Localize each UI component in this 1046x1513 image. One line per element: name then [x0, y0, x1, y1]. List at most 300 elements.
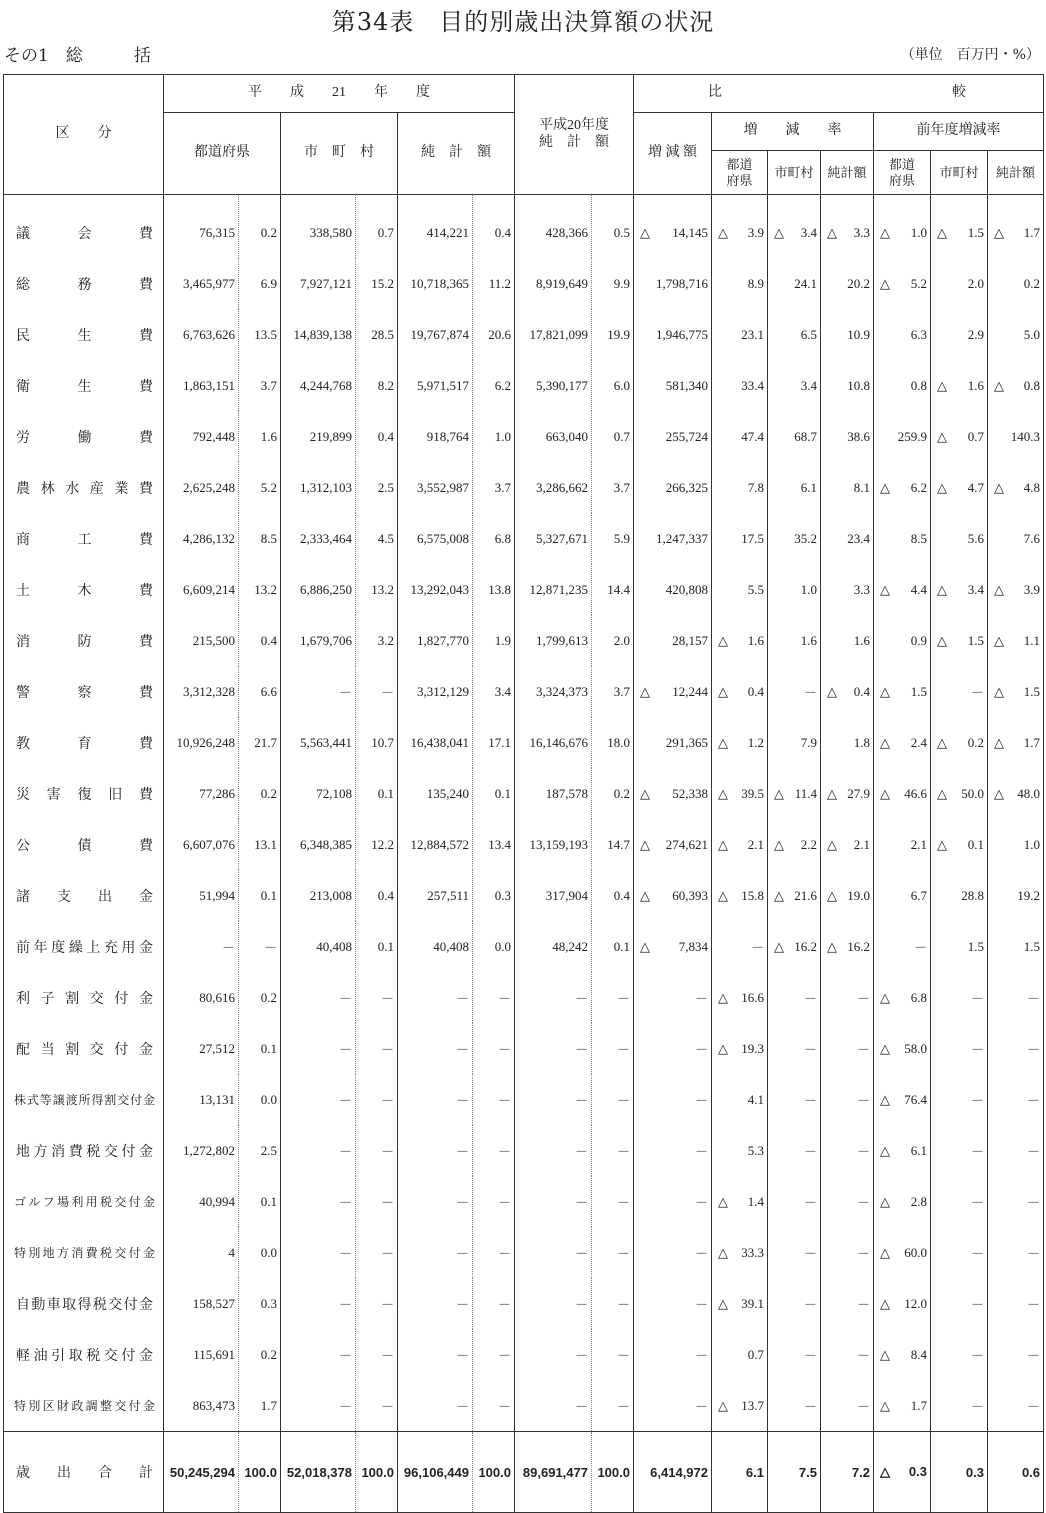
- cell-p-muni: [931, 870, 988, 921]
- cell-pref: [164, 1380, 239, 1432]
- cell-r-muni: [768, 1176, 821, 1227]
- cell-muni: [281, 819, 356, 870]
- cell-value: 6.1: [800, 479, 817, 495]
- table-row: [4, 513, 1044, 564]
- cell-r-net: [821, 411, 874, 462]
- row-label: 特別区財政調整交付金: [4, 1380, 164, 1432]
- cell-h20-pct: [592, 1176, 634, 1227]
- cell-muni-pct: [356, 1023, 398, 1074]
- cell-value: －: [380, 1093, 394, 1108]
- cell-pref-pct: [239, 1278, 281, 1329]
- negative-mark: △: [937, 785, 947, 801]
- cell-value: 414,221: [426, 224, 469, 240]
- cell-pref: [164, 1074, 239, 1125]
- cell-muni: [281, 1125, 356, 1176]
- cell-muni-pct: [356, 564, 398, 615]
- cell-value: 15.2: [371, 275, 394, 291]
- total-row: [4, 1432, 1044, 1513]
- cell-p-muni: [931, 1074, 988, 1125]
- cell-p-net: [988, 1432, 1044, 1513]
- cell-value: 2.4: [910, 734, 927, 750]
- negative-mark: △: [640, 683, 650, 699]
- cell-r-net: [821, 1125, 874, 1176]
- negative-mark: △: [718, 887, 728, 903]
- cell-p-net: [988, 666, 1044, 717]
- cell-value: 24.1: [794, 275, 817, 291]
- cell-diff: [634, 1432, 712, 1513]
- cell-value: 1.9: [494, 632, 511, 648]
- cell-value: 2.8: [910, 1193, 927, 1209]
- cell-net: [398, 195, 473, 259]
- cell-r-net: [821, 768, 874, 819]
- cell-diff: [634, 615, 712, 666]
- cell-r-muni: [768, 411, 821, 462]
- cell-value: －: [970, 1297, 984, 1312]
- cell-p-net: [988, 717, 1044, 768]
- cell-diff: [634, 921, 712, 972]
- cell-pref-pct: [239, 513, 281, 564]
- negative-mark: △: [774, 224, 784, 240]
- cell-p-muni: [931, 1176, 988, 1227]
- cell-net-pct: [473, 1176, 515, 1227]
- cell-pref-pct: [239, 1380, 281, 1432]
- cell-value: 28,157: [672, 632, 708, 648]
- cell-p-pref: [874, 615, 931, 666]
- cell-pref: [164, 360, 239, 411]
- cell-value: －: [856, 1093, 870, 1108]
- cell-muni: [281, 1432, 356, 1513]
- cell-h20-pct: [592, 513, 634, 564]
- cell-value: 46.6: [904, 785, 927, 801]
- cell-value: 12.0: [904, 1295, 927, 1311]
- cell-value: 23.1: [741, 326, 764, 342]
- cell-muni-pct: [356, 309, 398, 360]
- cell-value: －: [338, 991, 352, 1006]
- negative-mark: △: [827, 683, 837, 699]
- cell-p-muni: [931, 195, 988, 259]
- sub-pref-prev: 都道 府県: [874, 151, 931, 195]
- cell-value: 14,839,138: [293, 326, 352, 342]
- cell-p-pref: [874, 309, 931, 360]
- cell-value: 5.2: [910, 275, 927, 291]
- cell-muni-pct: [356, 921, 398, 972]
- cell-value: 51,994: [199, 887, 235, 903]
- cell-value: －: [1027, 1246, 1041, 1261]
- cell-h20: [515, 1125, 592, 1176]
- table-row: [4, 768, 1044, 819]
- cell-value: 6,414,972: [650, 1464, 708, 1480]
- cell-value: 8.4: [910, 1346, 927, 1362]
- row-label: 前年度繰上充用金: [4, 921, 164, 972]
- cell-pref: [164, 870, 239, 921]
- cell-value: 6.6: [260, 683, 277, 699]
- cell-value: 0.1: [260, 1040, 277, 1056]
- cell-net-pct: [473, 1125, 515, 1176]
- table-row: [4, 1176, 1044, 1227]
- cell-value: 0.2: [260, 1346, 277, 1362]
- cell-value: 3.3: [853, 224, 870, 240]
- cell-value: 0.4: [377, 428, 394, 444]
- cell-value: 338,580: [309, 224, 352, 240]
- cell-value: 14,145: [672, 224, 708, 240]
- cell-value: 1,247,337: [656, 530, 708, 546]
- negative-mark: △: [640, 836, 650, 852]
- header-compare: 比 較: [634, 75, 1044, 113]
- cell-value: 3,465,977: [183, 275, 235, 291]
- cell-p-pref: [874, 513, 931, 564]
- cell-value: 21.7: [254, 734, 277, 750]
- cell-value: 863,473: [192, 1397, 235, 1413]
- cell-value: －: [497, 1144, 511, 1159]
- table-row: [4, 309, 1044, 360]
- cell-muni: [281, 411, 356, 462]
- cell-value: 17.5: [741, 530, 764, 546]
- cell-value: 12,871,235: [529, 581, 588, 597]
- cell-net: [398, 564, 473, 615]
- row-label: 災害復旧費: [4, 768, 164, 819]
- cell-h20-pct: [592, 1125, 634, 1176]
- cell-net: [398, 1125, 473, 1176]
- cell-value: 0.2: [260, 989, 277, 1005]
- cell-value: －: [455, 1399, 469, 1414]
- cell-value: －: [750, 940, 764, 955]
- cell-value: －: [694, 1399, 708, 1414]
- cell-diff: [634, 1023, 712, 1074]
- cell-value: 0.0: [260, 1244, 277, 1260]
- cell-value: 0.1: [260, 1193, 277, 1209]
- cell-value: 6,609,214: [183, 581, 235, 597]
- cell-pref: [164, 1176, 239, 1227]
- negative-mark: △: [880, 989, 890, 1005]
- cell-pref-pct: [239, 1074, 281, 1125]
- cell-value: 58.0: [904, 1040, 927, 1056]
- cell-value: 28.8: [961, 887, 984, 903]
- cell-value: －: [616, 1195, 630, 1210]
- row-label: 総 務 費: [4, 258, 164, 309]
- cell-value: 15.8: [741, 887, 764, 903]
- cell-net: [398, 972, 473, 1023]
- row-label: 諸 支 出 金: [4, 870, 164, 921]
- cell-value: 3.4: [800, 224, 817, 240]
- cell-r-pref: [712, 1380, 768, 1432]
- cell-value: 100.0: [597, 1464, 630, 1480]
- negative-mark: △: [994, 785, 1004, 801]
- cell-value: 48.0: [1017, 785, 1041, 801]
- cell-h20: [515, 513, 592, 564]
- cell-value: 0.9: [910, 632, 927, 648]
- cell-r-pref: [712, 819, 768, 870]
- negative-mark: △: [880, 1346, 890, 1362]
- cell-r-pref: [712, 768, 768, 819]
- cell-value: －: [970, 1093, 984, 1108]
- cell-value: 1.2: [747, 734, 764, 750]
- cell-net: [398, 819, 473, 870]
- cell-value: 3,552,987: [417, 479, 469, 495]
- cell-diff: [634, 1227, 712, 1278]
- cell-diff: [634, 1074, 712, 1125]
- cell-value: 0.0: [260, 1091, 277, 1107]
- negative-mark: △: [718, 989, 728, 1005]
- cell-net-pct: [473, 717, 515, 768]
- header-category: 区 分: [4, 75, 164, 195]
- cell-p-pref: [874, 1278, 931, 1329]
- cell-pref-pct: [239, 819, 281, 870]
- cell-p-muni: [931, 1278, 988, 1329]
- cell-value: －: [380, 1144, 394, 1159]
- header-h20: 平成20年度 純 計 額: [515, 75, 634, 195]
- cell-net-pct: [473, 615, 515, 666]
- cell-net: [398, 1227, 473, 1278]
- cell-value: －: [455, 1297, 469, 1312]
- cell-value: －: [856, 1297, 870, 1312]
- table-row: [4, 615, 1044, 666]
- cell-value: －: [616, 1042, 630, 1057]
- cell-pref-pct: [239, 768, 281, 819]
- cell-value: －: [338, 1093, 352, 1108]
- cell-r-muni: [768, 1329, 821, 1380]
- cell-pref: [164, 411, 239, 462]
- cell-pref-pct: [239, 870, 281, 921]
- cell-value: －: [497, 1399, 511, 1414]
- cell-net-pct: [473, 972, 515, 1023]
- cell-net-pct: [473, 768, 515, 819]
- cell-value: －: [497, 1246, 511, 1261]
- cell-p-net: [988, 1329, 1044, 1380]
- cell-value: －: [970, 1144, 984, 1159]
- cell-p-pref: [874, 1176, 931, 1227]
- cell-p-pref: [874, 411, 931, 462]
- negative-mark: △: [774, 887, 784, 903]
- row-label: 議 会 費: [4, 195, 164, 259]
- cell-h20-pct: [592, 564, 634, 615]
- cell-net-pct: [473, 1023, 515, 1074]
- cell-r-muni: [768, 1074, 821, 1125]
- cell-value: 11.2: [488, 275, 511, 291]
- cell-r-pref: [712, 1432, 768, 1513]
- cell-pref-pct: [239, 972, 281, 1023]
- cell-p-muni: [931, 513, 988, 564]
- cell-p-net: [988, 195, 1044, 259]
- cell-value: 6.7: [910, 887, 927, 903]
- cell-value: 60,393: [672, 887, 708, 903]
- cell-value: 1.6: [853, 632, 870, 648]
- cell-value: 7.5: [798, 1464, 817, 1480]
- cell-p-pref: [874, 1074, 931, 1125]
- cell-h20: [515, 195, 592, 259]
- cell-r-muni: [768, 615, 821, 666]
- negative-mark: △: [880, 734, 890, 750]
- cell-value: 28.5: [371, 326, 394, 342]
- cell-value: －: [970, 991, 984, 1006]
- cell-value: 140.3: [1010, 428, 1041, 444]
- cell-value: －: [338, 685, 352, 700]
- cell-pref: [164, 1227, 239, 1278]
- cell-value: －: [694, 1348, 708, 1363]
- cell-muni: [281, 1278, 356, 1329]
- cell-diff: [634, 1329, 712, 1380]
- cell-value: 1.0: [1023, 836, 1041, 852]
- row-label: 配当割交付金: [4, 1023, 164, 1074]
- negative-mark: △: [994, 632, 1004, 648]
- cell-p-net: [988, 360, 1044, 411]
- cell-muni: [281, 195, 356, 259]
- cell-p-muni: [931, 1432, 988, 1513]
- cell-r-muni: [768, 972, 821, 1023]
- cell-h20: [515, 972, 592, 1023]
- cell-r-net: [821, 1227, 874, 1278]
- cell-pref: [164, 1278, 239, 1329]
- cell-value: －: [856, 1246, 870, 1261]
- cell-pref-pct: [239, 666, 281, 717]
- cell-value: －: [616, 991, 630, 1006]
- cell-value: 6,348,385: [300, 836, 352, 852]
- cell-value: 0.1: [494, 785, 511, 801]
- row-label: 自動車取得税交付金: [4, 1278, 164, 1329]
- cell-value: 39.1: [741, 1295, 764, 1311]
- cell-value: －: [913, 940, 927, 955]
- cell-value: 1.1: [1023, 632, 1041, 648]
- cell-diff: [634, 258, 712, 309]
- cell-pref-pct: [239, 921, 281, 972]
- cell-p-net: [988, 1176, 1044, 1227]
- cell-r-pref: [712, 1125, 768, 1176]
- cell-value: －: [380, 1042, 394, 1057]
- negative-mark: △: [718, 836, 728, 852]
- cell-h20-pct: [592, 870, 634, 921]
- cell-value: 100.0: [244, 1464, 277, 1480]
- cell-h20-pct: [592, 921, 634, 972]
- cell-p-net: [988, 309, 1044, 360]
- cell-muni-pct: [356, 1176, 398, 1227]
- negative-mark: △: [880, 581, 890, 597]
- cell-value: 6.2: [910, 479, 927, 495]
- negative-mark: △: [880, 1295, 890, 1311]
- cell-r-net: [821, 717, 874, 768]
- cell-value: 0.2: [1023, 275, 1041, 291]
- cell-value: 60.0: [904, 1244, 927, 1260]
- cell-muni: [281, 717, 356, 768]
- cell-p-pref: [874, 717, 931, 768]
- cell-p-net: [988, 564, 1044, 615]
- cell-value: －: [694, 1195, 708, 1210]
- cell-value: －: [380, 685, 394, 700]
- cell-value: －: [338, 1144, 352, 1159]
- cell-r-pref: [712, 195, 768, 259]
- header-change-rate: 増 減 率: [712, 113, 874, 151]
- cell-value: －: [1027, 1093, 1041, 1108]
- cell-value: 1.6: [967, 377, 984, 393]
- cell-value: 1,827,770: [417, 632, 469, 648]
- negative-mark: △: [640, 785, 650, 801]
- cell-value: 2.0: [613, 632, 630, 648]
- cell-value: －: [803, 1246, 817, 1261]
- cell-value: 0.4: [853, 683, 870, 699]
- cell-net: [398, 1176, 473, 1227]
- cell-value: －: [856, 1348, 870, 1363]
- cell-h20: [515, 666, 592, 717]
- cell-net-pct: [473, 513, 515, 564]
- cell-muni-pct: [356, 462, 398, 513]
- negative-mark: △: [994, 734, 1004, 750]
- cell-value: 12,244: [672, 683, 708, 699]
- table-row: [4, 1278, 1044, 1329]
- cell-value: 3.3: [853, 581, 870, 597]
- cell-pref-pct: [239, 309, 281, 360]
- table-row: [4, 360, 1044, 411]
- negative-mark: △: [937, 836, 947, 852]
- cell-value: 0.5: [613, 224, 630, 240]
- cell-value: 257,511: [427, 887, 469, 903]
- cell-pref-pct: [239, 1176, 281, 1227]
- cell-p-muni: [931, 615, 988, 666]
- cell-value: 1.0: [494, 428, 511, 444]
- cell-h20: [515, 1278, 592, 1329]
- cell-pref-pct: [239, 195, 281, 259]
- negative-mark: △: [937, 581, 947, 597]
- cell-net-pct: [473, 309, 515, 360]
- cell-p-pref: [874, 360, 931, 411]
- cell-value: 6.0: [613, 377, 630, 393]
- cell-p-net: [988, 921, 1044, 972]
- cell-muni-pct: [356, 1227, 398, 1278]
- row-label: 教 育 費: [4, 717, 164, 768]
- cell-value: 80,616: [199, 989, 235, 1005]
- cell-value: 13.2: [371, 581, 394, 597]
- cell-value: －: [970, 1399, 984, 1414]
- cell-value: 1.5: [910, 683, 927, 699]
- cell-value: 20.2: [847, 275, 870, 291]
- cell-pref: [164, 666, 239, 717]
- sub-pref: 都道 府県: [712, 151, 768, 195]
- negative-mark: △: [880, 1091, 890, 1107]
- sub-muni-prev: 市町村: [931, 151, 988, 195]
- cell-pref-pct: [239, 1432, 281, 1513]
- cell-muni: [281, 462, 356, 513]
- cell-value: 14.4: [607, 581, 630, 597]
- cell-value: 13.7: [741, 1397, 764, 1413]
- negative-mark: △: [718, 785, 728, 801]
- cell-value: 4,286,132: [183, 530, 235, 546]
- cell-net-pct: [473, 564, 515, 615]
- cell-p-muni: [931, 1023, 988, 1074]
- cell-value: 2.5: [377, 479, 394, 495]
- cell-h20: [515, 1329, 592, 1380]
- cell-value: 317,904: [545, 887, 588, 903]
- cell-value: 16.2: [847, 938, 870, 954]
- cell-value: －: [856, 1195, 870, 1210]
- negative-mark: △: [718, 1295, 728, 1311]
- cell-value: 792,448: [192, 428, 235, 444]
- cell-r-muni: [768, 1227, 821, 1278]
- cell-value: 8.5: [910, 530, 927, 546]
- header-muni: 市 町 村: [281, 113, 398, 195]
- cell-value: －: [574, 991, 588, 1006]
- cell-value: 0.4: [494, 224, 511, 240]
- cell-pref: [164, 768, 239, 819]
- cell-p-net: [988, 1125, 1044, 1176]
- table-row: [4, 1125, 1044, 1176]
- cell-r-pref: [712, 258, 768, 309]
- cell-value: －: [574, 1297, 588, 1312]
- cell-net: [398, 615, 473, 666]
- cell-muni: [281, 921, 356, 972]
- cell-value: 5.6: [967, 530, 984, 546]
- cell-value: 10,926,248: [176, 734, 235, 750]
- cell-value: 19.9: [607, 326, 630, 342]
- cell-p-muni: [931, 360, 988, 411]
- cell-value: 0.3: [494, 887, 511, 903]
- negative-mark: △: [994, 377, 1004, 393]
